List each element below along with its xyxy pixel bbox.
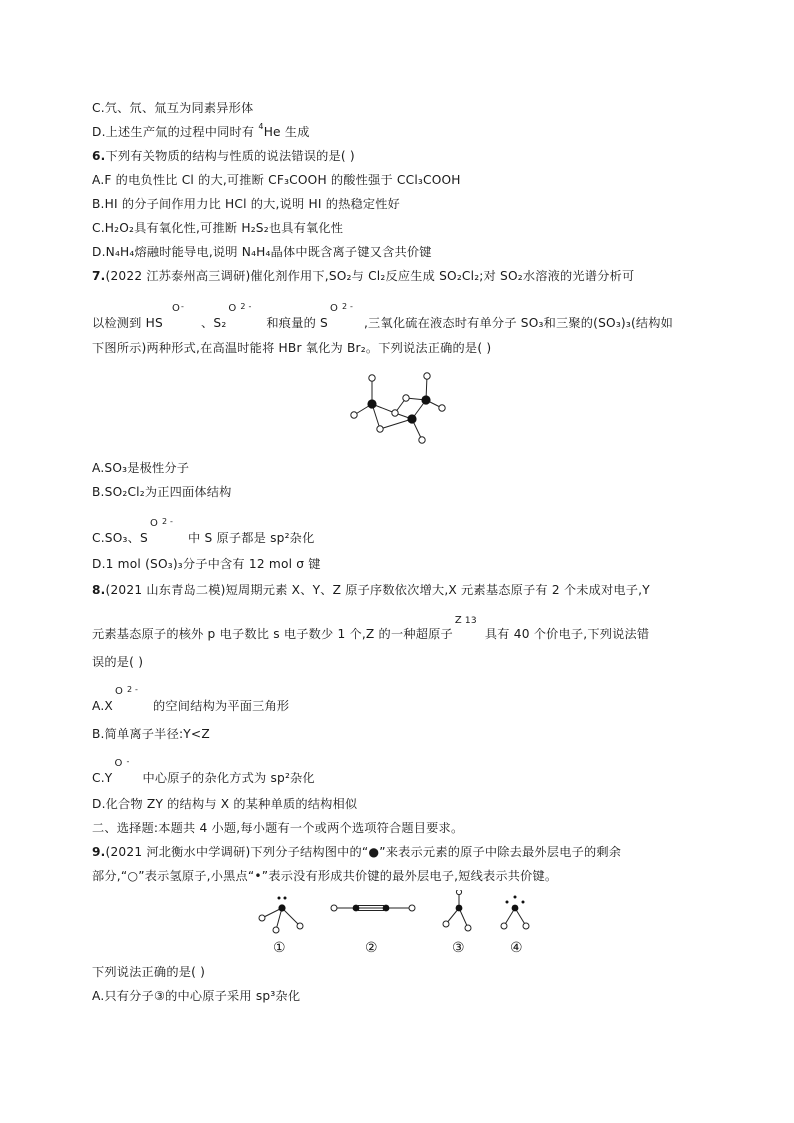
text-span: C.Y [92, 771, 113, 785]
figure-label: ③ [452, 940, 465, 956]
ion-charge: - [180, 302, 185, 311]
ion-o: O [114, 686, 124, 697]
so3-trimer-structure-figure [344, 368, 454, 446]
figure-label: ② [365, 940, 378, 956]
question-9-line2: 部分,“○”表示氢原子,小黑点“•”表示没有形成共价键的最外层电子,短线表示共价键。 [92, 869, 558, 883]
question-8-line3: 误的是( ) [92, 655, 144, 669]
question-number: 7. [92, 269, 106, 283]
molecule-structures-figure [254, 890, 544, 942]
ion-formula [328, 302, 364, 327]
option-a: A.SO₃是极性分子 [92, 461, 190, 475]
figure-label: ① [273, 940, 286, 956]
question-8-line2 [92, 615, 650, 642]
text-span: D.上述生产氚的过程中同时有 [92, 125, 259, 139]
question-7-line2 [92, 302, 674, 331]
molecule-2 [331, 905, 415, 912]
question-9-prompt: 下列说法正确的是( ) [92, 965, 206, 979]
option-d: D.N₄H₄熔融时能导电,说明 N₄H₄晶体中既含离子键又含共价键 [92, 245, 432, 259]
option-b: B.SO₂Cl₂为正四面体结构 [92, 485, 232, 499]
text-span: 中 S 原子都是 sp²杂化 [183, 531, 315, 545]
ion-charge: 2 - [161, 517, 174, 526]
ion-charge: 2 - [341, 302, 354, 311]
text-span: 和痕量的 S [266, 316, 328, 330]
ion-subscript: 13 [464, 616, 477, 626]
molecule-3 [443, 890, 471, 931]
text-span: A.X [92, 699, 113, 713]
option-c [92, 517, 315, 546]
text-span: ,三氧化硫在液态时有单分子 SO₃和三聚的(SO₃)₃(结构如 [363, 316, 674, 330]
question-8-stem [92, 582, 650, 598]
option-a: A.F 的电负性比 Cl 的大,可推断 CF₃COOH 的酸性强于 CCl₃COOH [92, 173, 461, 187]
text-span: 、S₂ [196, 316, 227, 330]
question-number: 9. [92, 845, 106, 859]
text-span: C.SO₃、S [92, 531, 148, 545]
ion-formula [163, 302, 197, 327]
ion-charge: - [126, 757, 130, 766]
option-b: B.HI 的分子间作用力比 HCl 的大,说明 HI 的热稳定性好 [92, 197, 401, 211]
molecule-4 [501, 896, 529, 930]
question-number: 8. [92, 583, 106, 597]
superscript: 4 [258, 122, 264, 131]
ion-charge: 2 - [126, 685, 139, 694]
question-6-stem [92, 148, 355, 164]
ion-formula [113, 685, 149, 710]
text-span: 以检测到 HS [92, 316, 163, 330]
question-number: 6. [92, 149, 106, 163]
option-a: A.只有分子③的中心原子采用 sp³杂化 [92, 989, 301, 1003]
text-span: 中心原子的杂化方式为 sp²杂化 [138, 771, 315, 785]
text-span: He 生成 [263, 125, 310, 139]
figure-label: ④ [510, 940, 523, 956]
question-text: (2021 河北衡水中学调研)下列分子结构图中的“●”来表示元素的原子中除去最外层电子的剩余 [105, 845, 622, 859]
question-text: (2022 江苏泰州高三调研)催化剂作用下,SO₂与 Cl₂反应生成 SO₂Cl₂;对 SO₂水溶液的光谱分析可 [105, 269, 635, 283]
ion-charge: 2 - [240, 302, 252, 311]
ion-formula [226, 302, 266, 327]
ion-o: O [329, 303, 339, 314]
molecule-1 [259, 897, 303, 934]
ion-o: O [228, 303, 237, 314]
option-a [92, 685, 290, 714]
option-d: D.1 mol (SO₃)₃分子中含有 12 mol σ 键 [92, 557, 321, 571]
question-7-line3: 下图所示)两种形式,在高温时能将 HBr 氧化为 Br₂。下列说法正确的是( ) [92, 341, 492, 355]
question-text: (2021 山东青岛二模)短周期元素 X、Y、Z 原子序数依次增大,X 元素基态原子有 2 个未成对电子,Y [105, 583, 650, 597]
question-7-stem [92, 268, 634, 284]
ion-z: Z [454, 615, 462, 626]
option-b: B.简单离子半径:Y<Z [92, 727, 210, 741]
ion-formula [453, 615, 485, 638]
text-span: 的空间结构为平面三角形 [148, 699, 290, 713]
option-c: C.H₂O₂具有氧化性,可推断 H₂S₂也具有氧化性 [92, 221, 344, 235]
ion-o: O [171, 303, 181, 314]
ion-o: O [114, 758, 123, 769]
question-text: 下列有关物质的结构与性质的说法错误的是( ) [105, 149, 355, 163]
text-span: 具有 40 个价电子,下列说法错 [484, 627, 650, 641]
question-9-stem [92, 844, 621, 860]
text-line [92, 124, 310, 142]
text-span: 元素基态原子的核外 p 电子数比 s 电子数少 1 个,Z 的一种超原子 [92, 627, 453, 641]
ion-formula [148, 517, 184, 542]
option-c [92, 757, 315, 786]
option-d: D.化合物 ZY 的结构与 X 的某种单质的结构相似 [92, 797, 358, 811]
section-heading: 二、选择题:本题共 4 小题,每小题有一个或两个选项符合题目要求。 [92, 821, 464, 835]
text-line: C.氕、氘、氚互为同素异形体 [92, 101, 254, 115]
ion-o: O [149, 518, 159, 529]
ion-formula [112, 757, 138, 782]
